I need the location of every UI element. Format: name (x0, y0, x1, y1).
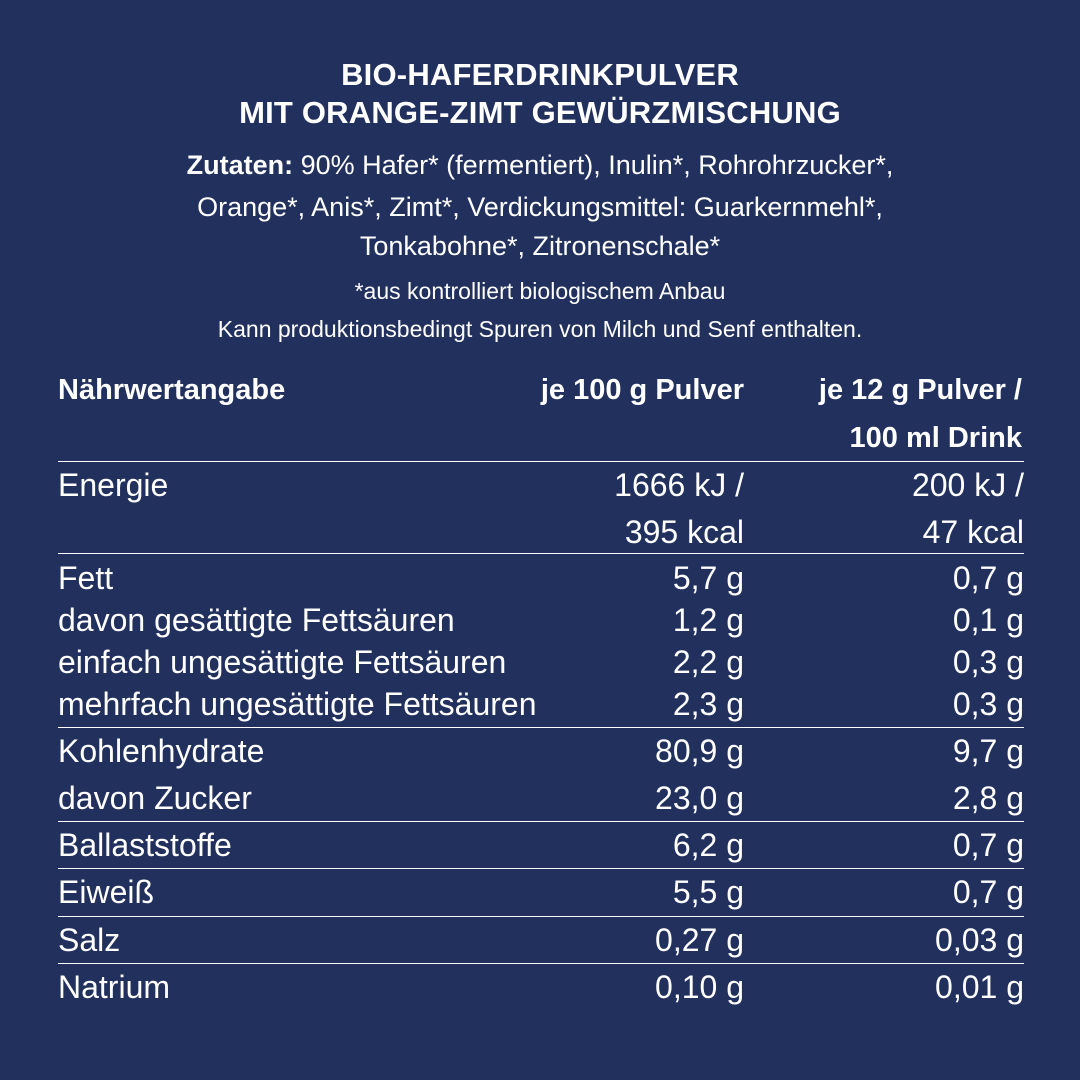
table-divider (58, 727, 1024, 728)
row-value-100g-fett: 5,7 g (672, 560, 744, 596)
table-header-per-serving-line-1: je 12 g Pulver / (818, 374, 1022, 406)
row-value-12g-mehrfach-ungesaettigte: 0,3 g (952, 686, 1024, 722)
row-value-100g-einfach-ungesaettigte: 2,2 g (672, 644, 744, 680)
product-title-line-1: BIO-HAFERDRINKPULVER (341, 57, 739, 92)
row-value-12g-gesaettigte: 0,1 g (952, 602, 1024, 638)
ingredients-text-1: 90% Hafer* (fermentiert), Inulin*, Rohrohrzucker*, (293, 150, 894, 180)
table-header-per-100g: je 100 g Pulver (540, 374, 744, 406)
table-divider (58, 963, 1024, 964)
row-name-salz: Salz (58, 922, 121, 958)
row-value-12g-zucker: 2,8 g (952, 780, 1024, 816)
table-divider (58, 461, 1024, 462)
row-value-100g-gesaettigte: 1,2 g (672, 602, 744, 638)
row-value-12g-natrium: 0,01 g (935, 969, 1024, 1005)
row-name-einfach-ungesaettigte: einfach ungesättigte Fettsäuren (58, 644, 507, 680)
row-name-ballaststoffe: Ballaststoffe (58, 827, 232, 863)
row-name-zucker: davon Zucker (58, 780, 252, 816)
row-value-100g-eiweiss: 5,5 g (672, 874, 744, 910)
organic-note: *aus kontrolliert biologischem Anbau (354, 278, 726, 304)
row-value-12g-energie-kj: 200 kJ / (911, 467, 1024, 503)
ingredients-label: Zutaten: (186, 150, 294, 180)
row-name-gesaettigte: davon gesättigte Fettsäuren (58, 602, 455, 638)
ingredients-line-1 (0, 146, 1080, 184)
table-divider (58, 868, 1024, 869)
row-name-fett: Fett (58, 560, 114, 596)
product-title-line-2: MIT ORANGE-ZIMT GEWÜRZMISCHUNG (239, 95, 841, 130)
row-value-12g-ballaststoffe: 0,7 g (952, 827, 1024, 863)
ingredients-line-2: Orange*, Anis*, Zimt*, Verdickungsmittel: Guarkernmehl*, (197, 192, 883, 222)
row-name-mehrfach-ungesaettigte: mehrfach ungesättigte Fettsäuren (58, 686, 537, 722)
ingredients-line-3: Tonkabohne*, Zitronenschale* (359, 231, 721, 261)
table-header-per-serving-line-2: 100 ml Drink (849, 422, 1022, 454)
row-value-12g-energie-kcal: 47 kcal (922, 514, 1024, 550)
row-value-12g-fett: 0,7 g (952, 560, 1024, 596)
table-divider (58, 821, 1024, 822)
table-divider (58, 916, 1024, 917)
row-value-12g-salz: 0,03 g (935, 922, 1024, 958)
row-value-100g-kohlenhydrate: 80,9 g (655, 733, 744, 769)
row-value-12g-eiweiss: 0,7 g (952, 874, 1024, 910)
row-value-100g-salz: 0,27 g (655, 922, 744, 958)
row-value-100g-ballaststoffe: 6,2 g (672, 827, 744, 863)
row-name-energie: Energie (58, 467, 169, 503)
row-value-12g-einfach-ungesaettigte: 0,3 g (952, 644, 1024, 680)
row-name-eiweiss: Eiweiß (58, 874, 155, 910)
row-name-natrium: Natrium (58, 969, 171, 1005)
row-value-12g-kohlenhydrate: 9,7 g (952, 733, 1024, 769)
table-header-name: Nährwertangabe (58, 374, 286, 406)
row-value-100g-natrium: 0,10 g (655, 969, 744, 1005)
row-value-100g-energie-kcal: 395 kcal (624, 514, 744, 550)
row-value-100g-energie-kj: 1666 kJ / (614, 467, 744, 503)
row-value-100g-zucker: 23,0 g (655, 780, 744, 816)
row-name-kohlenhydrate: Kohlenhydrate (58, 733, 265, 769)
allergen-note: Kann produktionsbedingt Spuren von Milch und Senf enthalten. (217, 316, 863, 342)
table-divider (58, 553, 1024, 554)
row-value-100g-mehrfach-ungesaettigte: 2,3 g (672, 686, 744, 722)
